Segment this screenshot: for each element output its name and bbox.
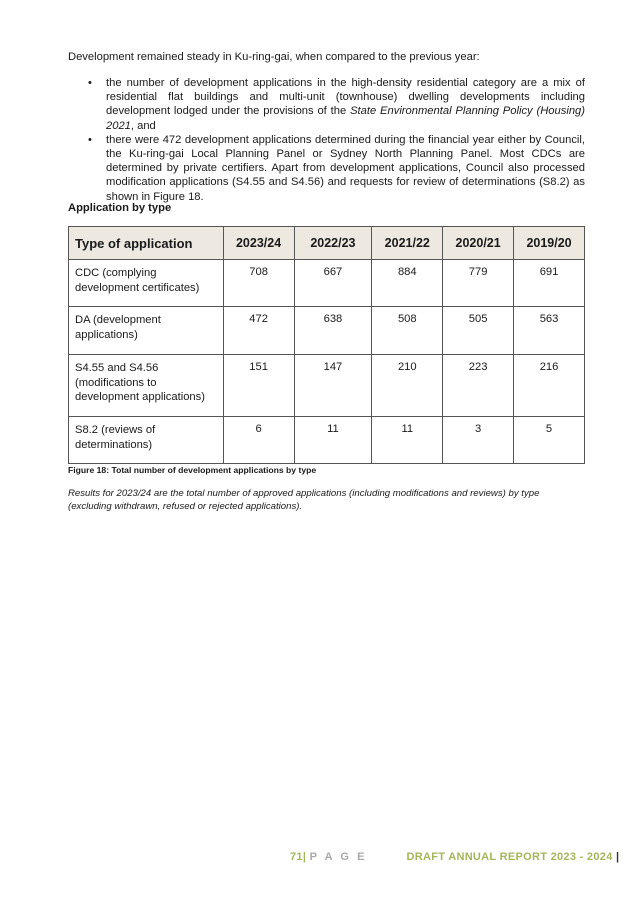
table-cell: 472 — [223, 307, 294, 355]
column-header: 2023/24 — [223, 227, 294, 260]
bullet-italic-text: State Environmental Planning Policy (Housing) 2021 — [106, 105, 586, 132]
row-label: CDC (complying development certificates) — [69, 260, 224, 307]
table-cell: 6 — [223, 417, 294, 464]
table-row — [69, 260, 585, 307]
column-header: 2021/22 — [372, 227, 443, 260]
column-header: 2022/23 — [294, 227, 372, 260]
page-number: 71 — [290, 851, 303, 863]
table-row — [69, 417, 585, 464]
table-cell: 508 — [372, 307, 443, 355]
footer-separator: | — [302, 851, 307, 863]
intro-paragraph: Development remained steady in Ku-ring-gai, when compared to the previous year: — [68, 51, 480, 63]
table-cell: 779 — [443, 260, 514, 307]
table-cell: 691 — [514, 260, 585, 307]
table-cell: 216 — [514, 355, 585, 417]
bullet-list — [68, 76, 585, 204]
bullet-text-tail: , and — [130, 119, 156, 132]
table-cell: 563 — [514, 307, 585, 355]
table-cell: 5 — [514, 417, 585, 464]
table-cell: 151 — [223, 355, 294, 417]
report-title: DRAFT ANNUAL REPORT 2023 - 2024 — [406, 851, 613, 863]
table-cell: 11 — [294, 417, 372, 464]
table-cell: 223 — [443, 355, 514, 417]
bullet-item-applications — [68, 133, 585, 204]
table-cell: 3 — [443, 417, 514, 464]
table-cell: 708 — [223, 260, 294, 307]
bullet-text: the number of development applications in the high-density residential category are a mix of residential flat buildings and multi-unit (townhouse) dwelling developments including development lodged under the provisions of the — [106, 77, 585, 118]
page-footer — [290, 851, 619, 863]
table-cell: 11 — [372, 417, 443, 464]
applications-table — [68, 226, 585, 464]
bullet-dot-icon: • — [88, 133, 92, 146]
bullet-item-housing — [68, 76, 585, 133]
bullet-dot-icon: • — [88, 77, 92, 89]
table-header-row — [69, 227, 585, 260]
table-cell: 505 — [443, 307, 514, 355]
table-row — [69, 355, 585, 417]
footer-trailing-bar: | — [615, 851, 620, 863]
column-header: Type of application — [69, 227, 224, 260]
page-label: P A G E — [309, 851, 368, 863]
table-cell: 638 — [294, 307, 372, 355]
section-title: Application by type — [68, 202, 172, 214]
figure-caption: Figure 18: Total number of development applications by type — [68, 465, 317, 475]
table-cell: 667 — [294, 260, 372, 307]
table-cell: 210 — [372, 355, 443, 417]
table-cell: 147 — [294, 355, 372, 417]
table-note: Results for 2023/24 are the total number of approved applications (including modifications and reviews) by type (excluding withdrawn, refused or rejected applications). — [68, 488, 540, 512]
row-label: S4.55 and S4.56 (modifications to development applications) — [69, 355, 224, 417]
column-header: 2019/20 — [514, 227, 585, 260]
row-label: DA (development applications) — [69, 307, 224, 355]
row-label: S8.2 (reviews of determinations) — [69, 417, 224, 464]
table-row — [69, 307, 585, 355]
bullet-text: there were 472 development applications determined during the financial year either by Council, the Ku-ring-gai Local Planning Panel or Sydney North Planning Panel. Most CDCs are determined by private certifiers. Apart from development applications, Council also processed modification applications (S4.55 and S4.56) and requests for review of determinations (S8.2) as shown in Figure 18. — [106, 133, 585, 203]
column-header: 2020/21 — [443, 227, 514, 260]
table-cell: 884 — [372, 260, 443, 307]
